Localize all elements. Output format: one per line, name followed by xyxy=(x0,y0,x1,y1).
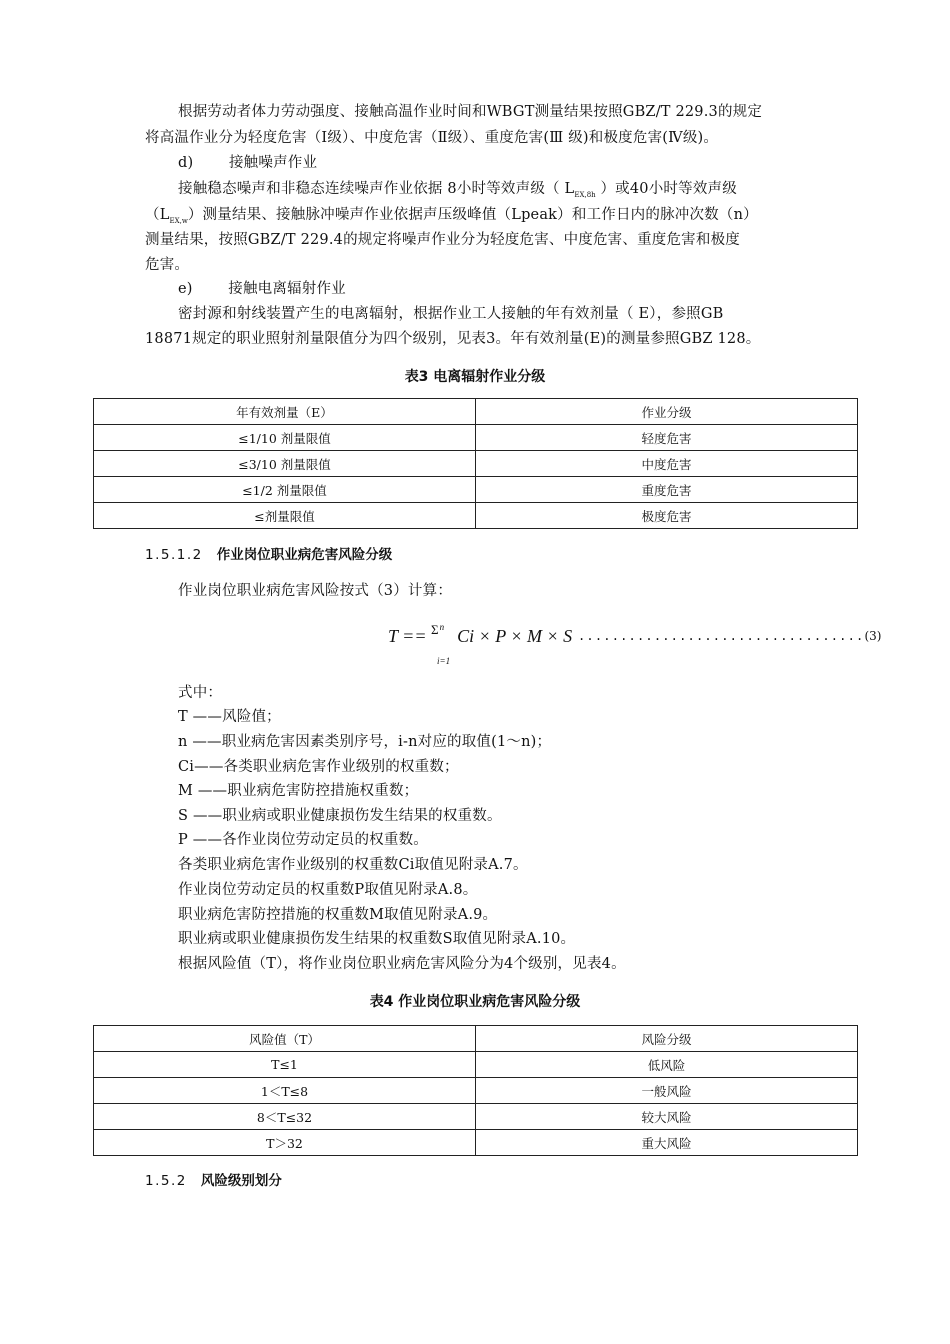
paragraph-line: 根据劳动者体力劳动强度、接触高温作业时间和WBGT测量结果按照GBZ/T 229.3的规定 xyxy=(178,104,763,120)
section-heading xyxy=(145,1172,282,1190)
sum-upper-limit: n xyxy=(439,622,445,632)
table-row xyxy=(94,1052,858,1078)
table-cell: 较大风险 xyxy=(476,1104,858,1130)
section-heading xyxy=(145,546,392,564)
table-row xyxy=(94,425,858,451)
note-line: 根据风险值（T），将作业岗位职业病危害风险分为4个级别，见表4。 xyxy=(178,956,626,972)
table-cell: 极度危害 xyxy=(476,503,858,529)
table-caption: 表4 作业岗位职业病危害风险分级 xyxy=(369,994,581,1010)
variable-definition: S ——职业病或职业健康损伤发生结果的权重数。 xyxy=(178,808,502,824)
table-cell: 轻度危害 xyxy=(476,425,858,451)
paragraph-line: 密封源和射线装置产生的电离辐射，根据作业工人接触的年有效剂量（ E），参照GB xyxy=(178,306,724,322)
list-item-title: 接触噪声作业 xyxy=(228,155,318,171)
list-item-e xyxy=(178,280,346,298)
formula-intro: 作业岗位职业病危害风险按式（3）计算： xyxy=(178,583,453,599)
note-line: 各类职业病危害作业级别的权重数Ci取值见附录A.7。 xyxy=(178,857,528,873)
table-row xyxy=(94,503,858,529)
table-header-row xyxy=(94,399,858,425)
section-title: 风险级别划分 xyxy=(200,1173,282,1189)
table-row xyxy=(94,1078,858,1104)
sum-lower-limit: i=1 xyxy=(437,656,451,666)
variable-definition: M ——职业病危害防控措施权重数； xyxy=(178,783,419,799)
section-title: 作业岗位职业病危害风险分级 xyxy=(216,547,393,563)
note-line: 作业岗位劳动定员的权重数P取值见附录A.8。 xyxy=(178,882,478,898)
variable-definition: T ——风险值； xyxy=(178,709,281,725)
section-number: 1.5.2 xyxy=(145,1173,187,1189)
note-line: 职业病危害防控措施的权重数M取值见附录A.9。 xyxy=(178,907,498,923)
where-intro: 式中： xyxy=(178,685,223,701)
table-cell: ≤1/2 剂量限值 xyxy=(94,477,476,503)
column-header: 年有效剂量（E） xyxy=(94,399,476,425)
paragraph-line: 危害。 xyxy=(145,257,190,273)
list-item-label: d) xyxy=(178,155,194,171)
table-cell: T≤1 xyxy=(94,1052,476,1078)
formula-leader-dots: ..................................(3) xyxy=(578,629,882,643)
equation-number: (3) xyxy=(864,629,882,643)
table-cell: 8＜T≤32 xyxy=(94,1104,476,1130)
table-row xyxy=(94,1130,858,1156)
formula-body: Ci × P × M × S xyxy=(457,626,573,646)
list-item-label: e) xyxy=(178,281,193,297)
table-row xyxy=(94,477,858,503)
variable-definition: P ——各作业岗位劳动定员的权重数。 xyxy=(178,832,428,848)
sigma-symbol: Σ xyxy=(430,622,439,637)
formula-lhs: T == xyxy=(388,626,427,646)
list-item-title: 接触电离辐射作业 xyxy=(228,281,346,297)
table-cell: T＞32 xyxy=(94,1130,476,1156)
table-cell: 重度危害 xyxy=(476,477,858,503)
formula-equation xyxy=(388,622,572,647)
table-cell: ≤剂量限值 xyxy=(94,503,476,529)
paragraph-line: 18871规定的职业照射剂量限值分为四个级别，见表3。年有效剂量(E)的测量参照GBZ 128。 xyxy=(145,331,761,347)
table-cell: 一般风险 xyxy=(476,1078,858,1104)
subscript: EX,w xyxy=(169,217,188,225)
subscript: EX,8h xyxy=(574,191,596,199)
table-header-row xyxy=(94,1026,858,1052)
column-header: 风险值（T） xyxy=(94,1026,476,1052)
paragraph-line: $(L_{EX,w})$测量结果、接触脉冲噪声作业依据声压级峰值（Lpeak）和工作日内的脉冲次数（n） xyxy=(145,207,758,225)
paragraph-line: 接触稳态噪声和非稳态连续噪声作业依据 8小时等效声级（ $L_{EX,8h}$ ）或40小时等效声级 xyxy=(178,181,737,199)
table-cell: ≤3/10 剂量限值 xyxy=(94,451,476,477)
table-cell: 1＜T≤8 xyxy=(94,1078,476,1104)
column-header: 风险分级 xyxy=(476,1026,858,1052)
table-row xyxy=(94,1104,858,1130)
section-number: 1.5.1.2 xyxy=(145,547,203,563)
table-cell: 中度危害 xyxy=(476,451,858,477)
table-caption: 表3 电离辐射作业分级 xyxy=(404,369,546,385)
note-line: 职业病或职业健康损伤发生结果的权重数S取值见附录A.10。 xyxy=(178,931,576,947)
table-risk-grading xyxy=(93,1025,858,1156)
column-header: 作业分级 xyxy=(476,399,858,425)
table-row xyxy=(94,451,858,477)
variable-definition: Ci——各类职业病危害作业级别的权重数； xyxy=(178,759,459,775)
paragraph-line: 测量结果，按照GBZ/T 229.4的规定将噪声作业分为轻度危害、中度危害、重度危害和极度 xyxy=(145,232,740,248)
variable-definition: n ——职业病危害因素类别序号，i-n对应的取值(1～n)； xyxy=(178,734,552,750)
list-item-d xyxy=(178,154,317,172)
table-cell: 低风险 xyxy=(476,1052,858,1078)
paragraph-line: 将高温作业分为轻度危害（Ⅰ级）、中度危害（Ⅱ级）、重度危害(Ⅲ 级)和极度危害(Ⅳ级)。 xyxy=(145,130,719,146)
table-cell: 重大风险 xyxy=(476,1130,858,1156)
table-radiation-grading xyxy=(93,398,858,529)
table-cell: ≤1/10 剂量限值 xyxy=(94,425,476,451)
